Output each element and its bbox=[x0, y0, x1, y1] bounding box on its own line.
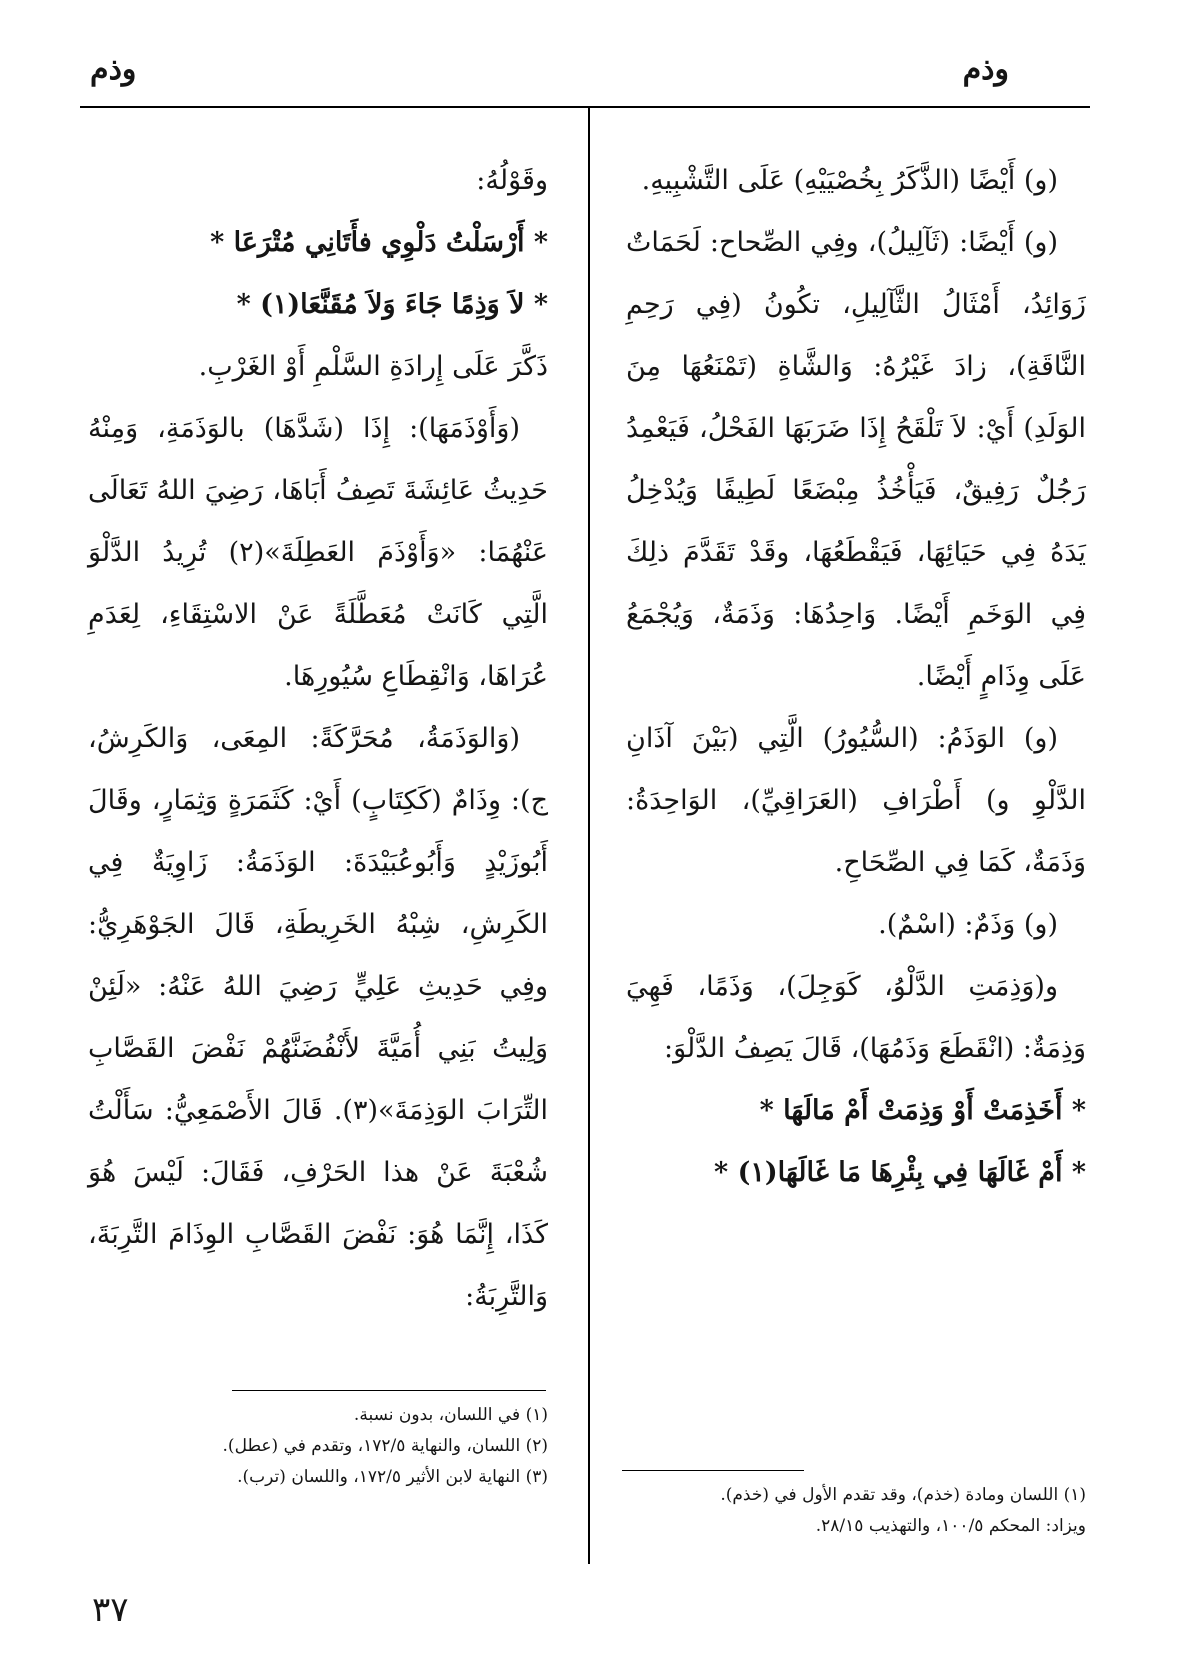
page-number: ٣٧ bbox=[92, 1590, 129, 1630]
paragraph: و(وَذِمَتِ الدَّلْوُ، كَوَجِلَ)، وَذَمًا، فَهِيَ وَذِمَةٌ: (انْقَطَعَ وَذَمُهَا)، قَالَ يَصِفُ الدَّلْوَ: bbox=[626, 971, 1086, 1064]
verse-line: * أَخَذِمَتْ أَوْ وَذِمَتْ أَمْ مَالَهَا * bbox=[759, 1095, 1086, 1126]
paragraph: (و) وَذَمٌ: (اسْمٌ). bbox=[878, 909, 1058, 940]
footnote: (١) في اللسان، بدون نسبة. bbox=[353, 1405, 548, 1425]
footnote: (٢) اللسان، والنهاية ١٧٢/٥، وتقدم في (عطل). bbox=[222, 1436, 548, 1456]
paragraph: (وَالوَذَمَةُ، مُحَرَّكَةً: المِعَى، وَالكَرِشُ، ج): وِذَامٌ (كَكِتَابٍ) أَيْ: كَثَمَرَةٍ وَثِمَارٍ، وقَالَ أَبُوزَيْدٍ وَأَبُوعُبَيْدَةَ: الوَذَمَةُ: زَاوِيَةٌ فِي الكَرِشِ، شِبْهُ الخَرِيطَةِ، قَالَ الجَوْهَرِيُّ: وفِي حَدِيثِ عَلِيٍّ رَضِيَ اللهُ عَنْهُ: «لَئِنْ وَلِيتُ بَنِي أُمَيَّةَ لأَنْفُضَنَّهُمْ نَفْضَ القَصَّابِ التِّرَابَ الوَذِمَةَ»(٣). قَالَ الأَصْمَعِيُّ: سَأَلْتُ شُعْبَةَ عَنْ هذا الحَرْفِ، فَقَالَ: لَيْسَ هُوَ كَذَا، إِنَّمَا هُوَ: نَفْضَ القَصَّابِ الوِذَامَ التَّرِبَةَ، وَالتَّرِبَةُ: bbox=[88, 723, 548, 1312]
footnote-rule-right bbox=[622, 1470, 804, 1471]
paragraph: (و) أَيْضًا: (ثَآلِيلُ)، وفِي الصِّحاح: لَحَمَاتٌ زَوَائِدُ، أَمْثَالُ الثَّآلِيلِ، تكُونُ (فِي رَحِمِ النَّاقَةِ)، زادَ غَيْرُهُ: وَالشَّاةِ (تَمْنَعُهَا مِنَ الوَلَدِ) أَيْ: لاَ تَلْقَحُ إِذَا ضَرَبَهَا الفَحْلُ، فَيَعْمِدُ رَجُلٌ رَفِيقٌ، فَيَأْخُذُ مِبْضَعًا لَطِيفًا وَيُدْخِلُ يَدَهُ فِي حَيَائِهَا، فَيَقْطَعُهَا، وقَدْ تَقَدَّمَ ذلِكَ فِي الوَخَمِ أَيْضًا. وَاحِدُهَا: وَذَمَةٌ، وَيُجْمَعُ عَلَى وِذَامٍ أَيْضًا. bbox=[626, 227, 1086, 692]
left-column bbox=[88, 150, 548, 1328]
column-divider bbox=[588, 108, 590, 1564]
paragraph: ذَكَّرَ عَلَى إِرادَةِ السَّلْمِ أَوْ الغَرْبِ. bbox=[198, 351, 548, 382]
paragraph: (وَأَوْذَمَهَا): إِذَا (شَدَّهَا) بالوَذَمَةِ، وَمِنْهُ حَدِيثُ عَائِشَةَ تَصِفُ أَبَاهَا، رَضِيَ اللهُ تَعَالَى عَنْهُمَا: «وَأَوْذَمَ العَطِلَةَ»(٢) تُرِيدُ الدَّلْوَ الَّتِي كَانَتْ مُعَطَّلَةً عَنْ الاسْتِقَاءِ، لِعَدَمِ عُرَاهَا، وَانْقِطَاعِ سُيُورِهَا. bbox=[88, 413, 548, 692]
footnote: ويزاد: المحكم ١٠٠/٥، والتهذيب ٢٨/١٥. bbox=[815, 1516, 1086, 1536]
header-rule bbox=[80, 106, 1090, 108]
verse-line: * أَرْسَلْتُ دَلْوِي فأَتَانِي مُتْرَعَا * bbox=[210, 227, 548, 258]
running-header-right: وذم bbox=[962, 52, 1009, 87]
footnotes-right bbox=[626, 1480, 1086, 1542]
paragraph: وقَوْلُهُ: bbox=[476, 165, 548, 196]
footnote: (١) اللسان ومادة (خذم)، وقد تقدم الأول في (خذم). bbox=[720, 1485, 1086, 1505]
footnote-rule-left bbox=[232, 1390, 546, 1391]
verse-line: * أَمْ غَالَهَا فِي بِئْرِهَا مَا غَالَهَا(١) * bbox=[714, 1157, 1086, 1188]
verse-line: * لاَ وَذِمًا جَاءَ وَلاَ مُقَنَّعَا(١) * bbox=[236, 289, 548, 320]
footnotes-left bbox=[88, 1400, 548, 1493]
running-header-left: وذم bbox=[90, 52, 137, 87]
paragraph: (و) أَيْضًا (الذَّكَرُ بِخُصْيَيْهِ) عَلَى التَّشْبِيهِ. bbox=[641, 165, 1058, 196]
footnote: (٣) النهاية لابن الأثير ١٧٢/٥، واللسان (ترب). bbox=[237, 1467, 548, 1487]
paragraph: (و) الوَذَمُ: (السُّيُورُ) الَّتِي (بَيْنَ آذَانِ الدَّلْوِ و) أَطْرَافِ (العَرَاقِيِّ)، الوَاحِدَةُ: وَذَمَةٌ، كَمَا فِي الصِّحَاحِ. bbox=[626, 723, 1086, 878]
right-column bbox=[626, 150, 1086, 1204]
